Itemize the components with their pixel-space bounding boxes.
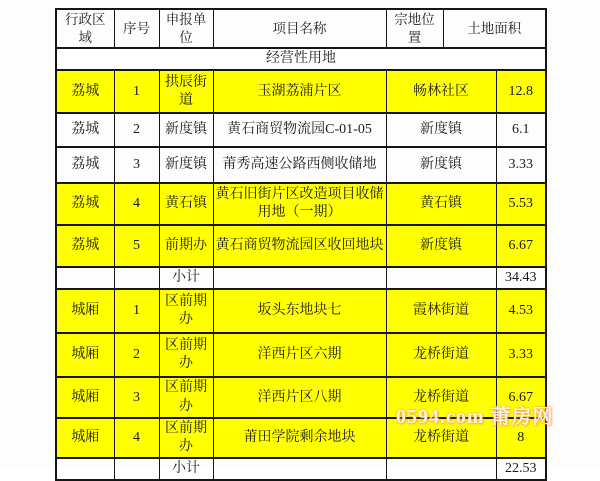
cell-area: 3.33 (496, 147, 546, 183)
subtotal-row (56, 267, 546, 289)
data-row (56, 70, 546, 113)
cell-area: 6.67 (496, 225, 546, 267)
cell-no: 2 (114, 113, 159, 147)
cell-region: 荔城 (56, 183, 114, 225)
cell-area: 8 (496, 418, 546, 458)
cell-unit: 小计 (159, 458, 213, 480)
cell-location (386, 267, 496, 289)
cell-area: 5.53 (496, 183, 546, 225)
header-row (56, 9, 546, 48)
cell-unit: 区前期办 (159, 333, 213, 377)
cell-project: 洋西片区六期 (213, 333, 386, 377)
data-row (56, 113, 546, 147)
data-row (56, 333, 546, 377)
cell-project: 黄石旧街片区改造项目收储用地（一期） (213, 183, 386, 225)
cell-region: 荔城 (56, 147, 114, 183)
cell-no: 1 (114, 70, 159, 113)
data-row (56, 289, 546, 333)
cell-area: 4.53 (496, 289, 546, 333)
cell-region: 荔城 (56, 70, 114, 113)
cell-location (386, 458, 496, 480)
cell-project (213, 458, 386, 480)
cell-project: 黄石商贸物流园C-01-05 (213, 113, 386, 147)
cell-no: 1 (114, 289, 159, 333)
cell-no (114, 458, 159, 480)
cell-unit: 新度镇 (159, 113, 213, 147)
cell-unit: 拱辰街道 (159, 70, 213, 113)
cell-area: 6.1 (496, 113, 546, 147)
cell-project (213, 267, 386, 289)
cell-unit: 区前期办 (159, 289, 213, 333)
cell-location: 新度镇 (386, 113, 496, 147)
cell-unit: 新度镇 (159, 147, 213, 183)
cell-unit: 小计 (159, 267, 213, 289)
cell-no (114, 267, 159, 289)
watermark: 0594.com 莆房网 (396, 406, 554, 428)
cell-area: 12.8 (496, 70, 546, 113)
cell-no: 4 (114, 418, 159, 458)
cell-location: 龙桥街道 (386, 377, 496, 417)
data-row (56, 418, 546, 458)
cell-location: 新度镇 (386, 147, 496, 183)
cell-project: 玉湖荔浦片区 (213, 70, 386, 113)
subtotal-row (56, 458, 546, 480)
cell-location: 畅林社区 (386, 70, 496, 113)
cell-area: 22.53 (496, 458, 546, 480)
data-row (56, 183, 546, 225)
section-title: 经营性用地 (56, 48, 546, 70)
cell-location: 黄石镇 (386, 183, 496, 225)
column-header-unit: 申报单位 (159, 9, 213, 48)
cell-location: 龙桥街道 (386, 418, 496, 458)
data-row (56, 377, 546, 417)
cell-region: 城厢 (56, 333, 114, 377)
column-header-area: 土地面积 (443, 9, 546, 48)
column-header-project: 项目名称 (213, 9, 386, 48)
column-header-location: 宗地位置 (386, 9, 443, 48)
cell-location: 霞林街道 (386, 289, 496, 333)
cell-region: 荔城 (56, 225, 114, 267)
cell-no: 4 (114, 183, 159, 225)
cell-region (56, 267, 114, 289)
cell-no: 3 (114, 147, 159, 183)
cell-region: 城厢 (56, 377, 114, 417)
cell-project: 坂头东地块七 (213, 289, 386, 333)
cell-region: 荔城 (56, 113, 114, 147)
cell-no: 3 (114, 377, 159, 417)
data-row (56, 225, 546, 267)
table-body (56, 48, 546, 480)
cell-location: 新度镇 (386, 225, 496, 267)
column-header-region: 行政区域 (56, 9, 114, 48)
cell-location: 龙桥街道 (386, 333, 496, 377)
cell-project: 洋西片区八期 (213, 377, 386, 417)
cell-unit: 黄石镇 (159, 183, 213, 225)
data-row (56, 147, 546, 183)
column-header-no: 序号 (114, 9, 159, 48)
cell-region: 城厢 (56, 289, 114, 333)
cell-no: 2 (114, 333, 159, 377)
cell-project: 莆田学院剩余地块 (213, 418, 386, 458)
cell-unit: 前期办 (159, 225, 213, 267)
cell-unit: 区前期办 (159, 377, 213, 417)
cell-no: 5 (114, 225, 159, 267)
cell-project: 莆秀高速公路西侧收储地 (213, 147, 386, 183)
cell-project: 黄石商贸物流园区收回地块 (213, 225, 386, 267)
section-row (56, 48, 546, 70)
cell-area: 3.33 (496, 333, 546, 377)
land-projects-table (55, 8, 547, 481)
cell-region: 城厢 (56, 418, 114, 458)
cell-unit: 区前期办 (159, 418, 213, 458)
cell-area: 6.67 (496, 377, 546, 417)
cell-area: 34.43 (496, 267, 546, 289)
cell-region (56, 458, 114, 480)
